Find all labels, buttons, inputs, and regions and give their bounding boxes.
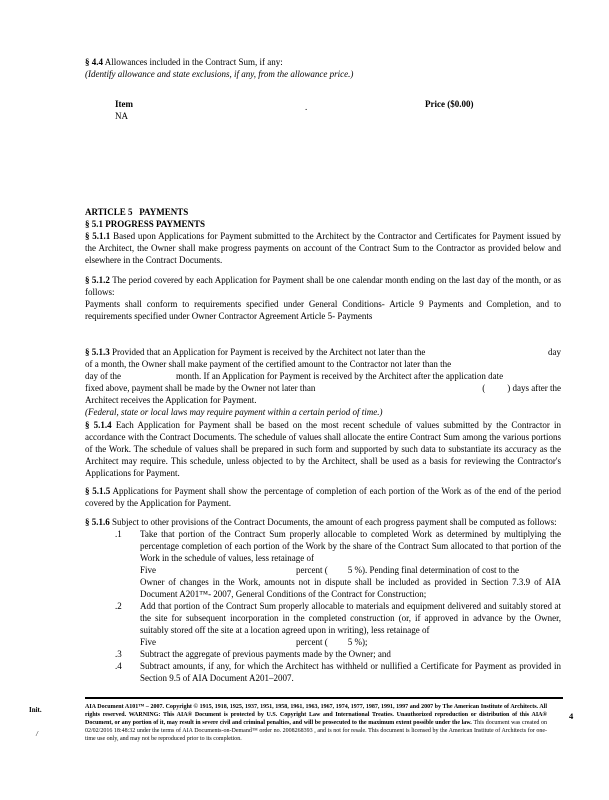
- list-item-text: [140, 660, 561, 684]
- line-text: Provided that an Application for Payment is received by the Architect not later than the: [112, 347, 426, 357]
- fill-in-blank: [156, 636, 296, 648]
- list-item-marker: .2: [115, 601, 122, 611]
- paragraph-text: Each Application for Payment shall be based on the most recent schedule of values submitted by the Contractor in accordance with the Contract Documents. The schedule of values shall allocate the entire Contract Sum among the various portions of the Work. The schedule of values shall be prepared in such form and supported by such data to substantiate its accuracy as the Architect may require. This schedule, unless objected to by the Architect, shall be used as a basis for reviewing the Contractor's Applications for Payment.: [85, 420, 561, 478]
- paragraph-5-1-4: [85, 419, 561, 479]
- paragraph-5-1-5: [85, 485, 561, 509]
- paragraph-5-1-1: [85, 230, 561, 266]
- init-block: [29, 706, 42, 738]
- legal-notice: [85, 703, 547, 743]
- warning-text: WARNING: This AIA® Document is protected by U.S. Copyright Law and International Treaties. Unauthorized reproduction or distribution of this AIA® Document, or any portion of it, may result in severe civil and criminal penalties, and will be prosecuted to the maximum extent possible under the law.: [85, 712, 547, 726]
- section-number: § 5.1.2: [85, 275, 110, 285]
- line-text: ) days after the: [507, 383, 561, 393]
- allowance-table: [85, 98, 561, 122]
- page-content: [85, 56, 561, 684]
- fill-in-blank: [315, 382, 482, 394]
- init-value: /: [36, 730, 38, 738]
- paragraph-5-1-3: [85, 346, 561, 418]
- section-number: § 5.1.1: [85, 231, 111, 241]
- fill-in-blank: [328, 636, 348, 648]
- item-value: NA: [115, 111, 128, 121]
- list-item: [85, 660, 561, 684]
- fill-in-blank: [121, 370, 176, 382]
- footer-rule: [85, 697, 563, 699]
- item-paragraph: Owner of changes in the Work, amounts not in dispute shall be included as provided in Section 7.3.9 of AIA Document A201™- 2007, General Conditions of the Contract for Construction;: [140, 577, 561, 599]
- statute-note: (Federal, state or local laws may require payment within a certain period of time.): [85, 407, 383, 417]
- percent-value: 5 %);: [347, 637, 368, 647]
- line-3: [85, 370, 561, 382]
- line-text: month. If an Application for Payment is received by the Architect after the application date: [176, 371, 504, 381]
- retainage-line: [140, 564, 561, 576]
- paragraph-payments-conform: Payments shall conform to requirements specified under General Conditions- Article 9 Payments and Completion, and to requirements specified under Owner Contractor Agreement Article 5- Payments: [85, 299, 561, 321]
- section-4-4-heading: [85, 56, 561, 68]
- paragraph-text: Applications for Payment shall show the percentage of completion of each portion of the Work as of the end of the period covered by the Application for Payment.: [85, 486, 561, 508]
- allowance-note: (Identify allowance and state exclusions, if any, from the allowance price.): [85, 69, 354, 79]
- item-paragraph: Take that portion of the Contract Sum properly allocable to completed Work as determined by multiplying the percentage completion of each portion of the Work by the share of the Contract Sum allocated to that portion of the Work in the schedule of values, less retainage of: [140, 529, 561, 563]
- list-item: [85, 528, 561, 600]
- fill-word: Five: [140, 637, 157, 647]
- paragraph-text: Subject to other provisions of the Contract Documents, the amount of each progress payment shall be computed as follows:: [112, 517, 557, 527]
- item-paragraph: Add that portion of the Contract Sum properly allocable to materials and equipment delivered and suitably stored at the site for subsequent incorporation in the completed construction (or, if approved in advance by the Owner, suitably stored off the site at a location agreed upon in writing), less retainage of: [140, 601, 561, 635]
- section-5-1-heading: § 5.1 PROGRESS PAYMENTS: [85, 219, 206, 229]
- line-1: [85, 346, 561, 358]
- item-paragraph: Subtract amounts, if any, for which the Architect has withheld or nullified a Certificate for Payment as provided in Section 9.5 of AIA Document A201–2007.: [140, 661, 561, 683]
- fill-in-blank: [328, 564, 348, 576]
- line-text: fixed above, payment shall be made by the Owner not later than: [85, 383, 316, 393]
- list-item: [85, 648, 561, 660]
- payment-computation-list: [85, 528, 561, 684]
- retainage-line: [140, 636, 561, 648]
- item-column-header: Item: [115, 99, 133, 109]
- stray-dot: .: [305, 102, 308, 112]
- paragraph-5-1-2: [85, 274, 561, 298]
- page-number: 4: [569, 711, 574, 721]
- section-number: § 5.1.4: [85, 420, 112, 430]
- paren-open: (: [482, 383, 486, 393]
- section-number: § 5.1.5: [85, 486, 111, 496]
- price-column-header: Price ($0.00): [425, 99, 474, 109]
- license-text: This document was created on 02/02/2016 18:48:32 under the terms of AIA Documents-on-Demand™ order no. 2008268393 , and is not for resale. This document is licensed by the American Institute of Architects for one-time use only, and may not be reproduced prior to its completion.: [85, 720, 547, 742]
- paragraph-text: Based upon Applications for Payment submitted to the Architect by the Contractor and Certificates for Payment issued by the Architect, the Owner shall make progress payments on account of the Contract Sum to the Contractor as provided below and elsewhere in the Contract Documents.: [85, 231, 561, 265]
- percent-value: 5 %). Pending final determination of cost to the: [347, 565, 519, 575]
- line-text: day of the: [85, 371, 121, 381]
- fill-in-blank: [425, 346, 548, 358]
- footer: [0, 694, 609, 800]
- list-item-text: [140, 648, 561, 660]
- line-2: of a month, the Owner shall make payment of the certified amount to the Contractor not later than the: [85, 359, 452, 369]
- list-item-marker: .1: [115, 529, 122, 539]
- line-4: [85, 382, 561, 394]
- percent-label: percent (: [296, 565, 328, 575]
- line-5: Architect receives the Application for Payment.: [85, 395, 257, 405]
- paragraph-text: The period covered by each Application for Payment shall be one calendar month ending on the last day of the month, or as follows:: [85, 275, 562, 297]
- list-item-text: [140, 600, 561, 648]
- list-item-marker: .3: [115, 649, 122, 659]
- list-item: [85, 600, 561, 648]
- paragraph-5-1-6: [85, 516, 561, 528]
- fill-in-blank: [156, 564, 296, 576]
- section-number: § 5.1.3: [85, 347, 110, 357]
- line-text: [85, 346, 425, 358]
- list-item-marker: .4: [115, 661, 122, 671]
- section-number: § 4.4: [85, 57, 103, 67]
- item-paragraph: Subtract the aggregate of previous payments made by the Owner; and: [140, 649, 391, 659]
- heading-text: Allowances included in the Contract Sum, if any:: [104, 57, 283, 67]
- fill-in-blank: [485, 382, 507, 394]
- section-number: § 5.1.6: [85, 517, 110, 527]
- percent-label: percent (: [296, 637, 328, 647]
- list-item-text: [140, 528, 561, 600]
- fill-word: Five: [140, 565, 157, 575]
- article-5-heading: ARTICLE 5 PAYMENTS: [85, 207, 189, 217]
- line-text: day: [548, 347, 561, 357]
- copyright-text: AIA Document A101™ – 2007. Copyright © 1915, 1918, 1925, 1937, 1951, 1958, 1961, 1963, 1967, 1974, 1977, 1987, 1991, 1997 and 2007 by The American Institute of Architects. All rights reserved.: [85, 704, 547, 718]
- init-label: Init.: [29, 706, 42, 714]
